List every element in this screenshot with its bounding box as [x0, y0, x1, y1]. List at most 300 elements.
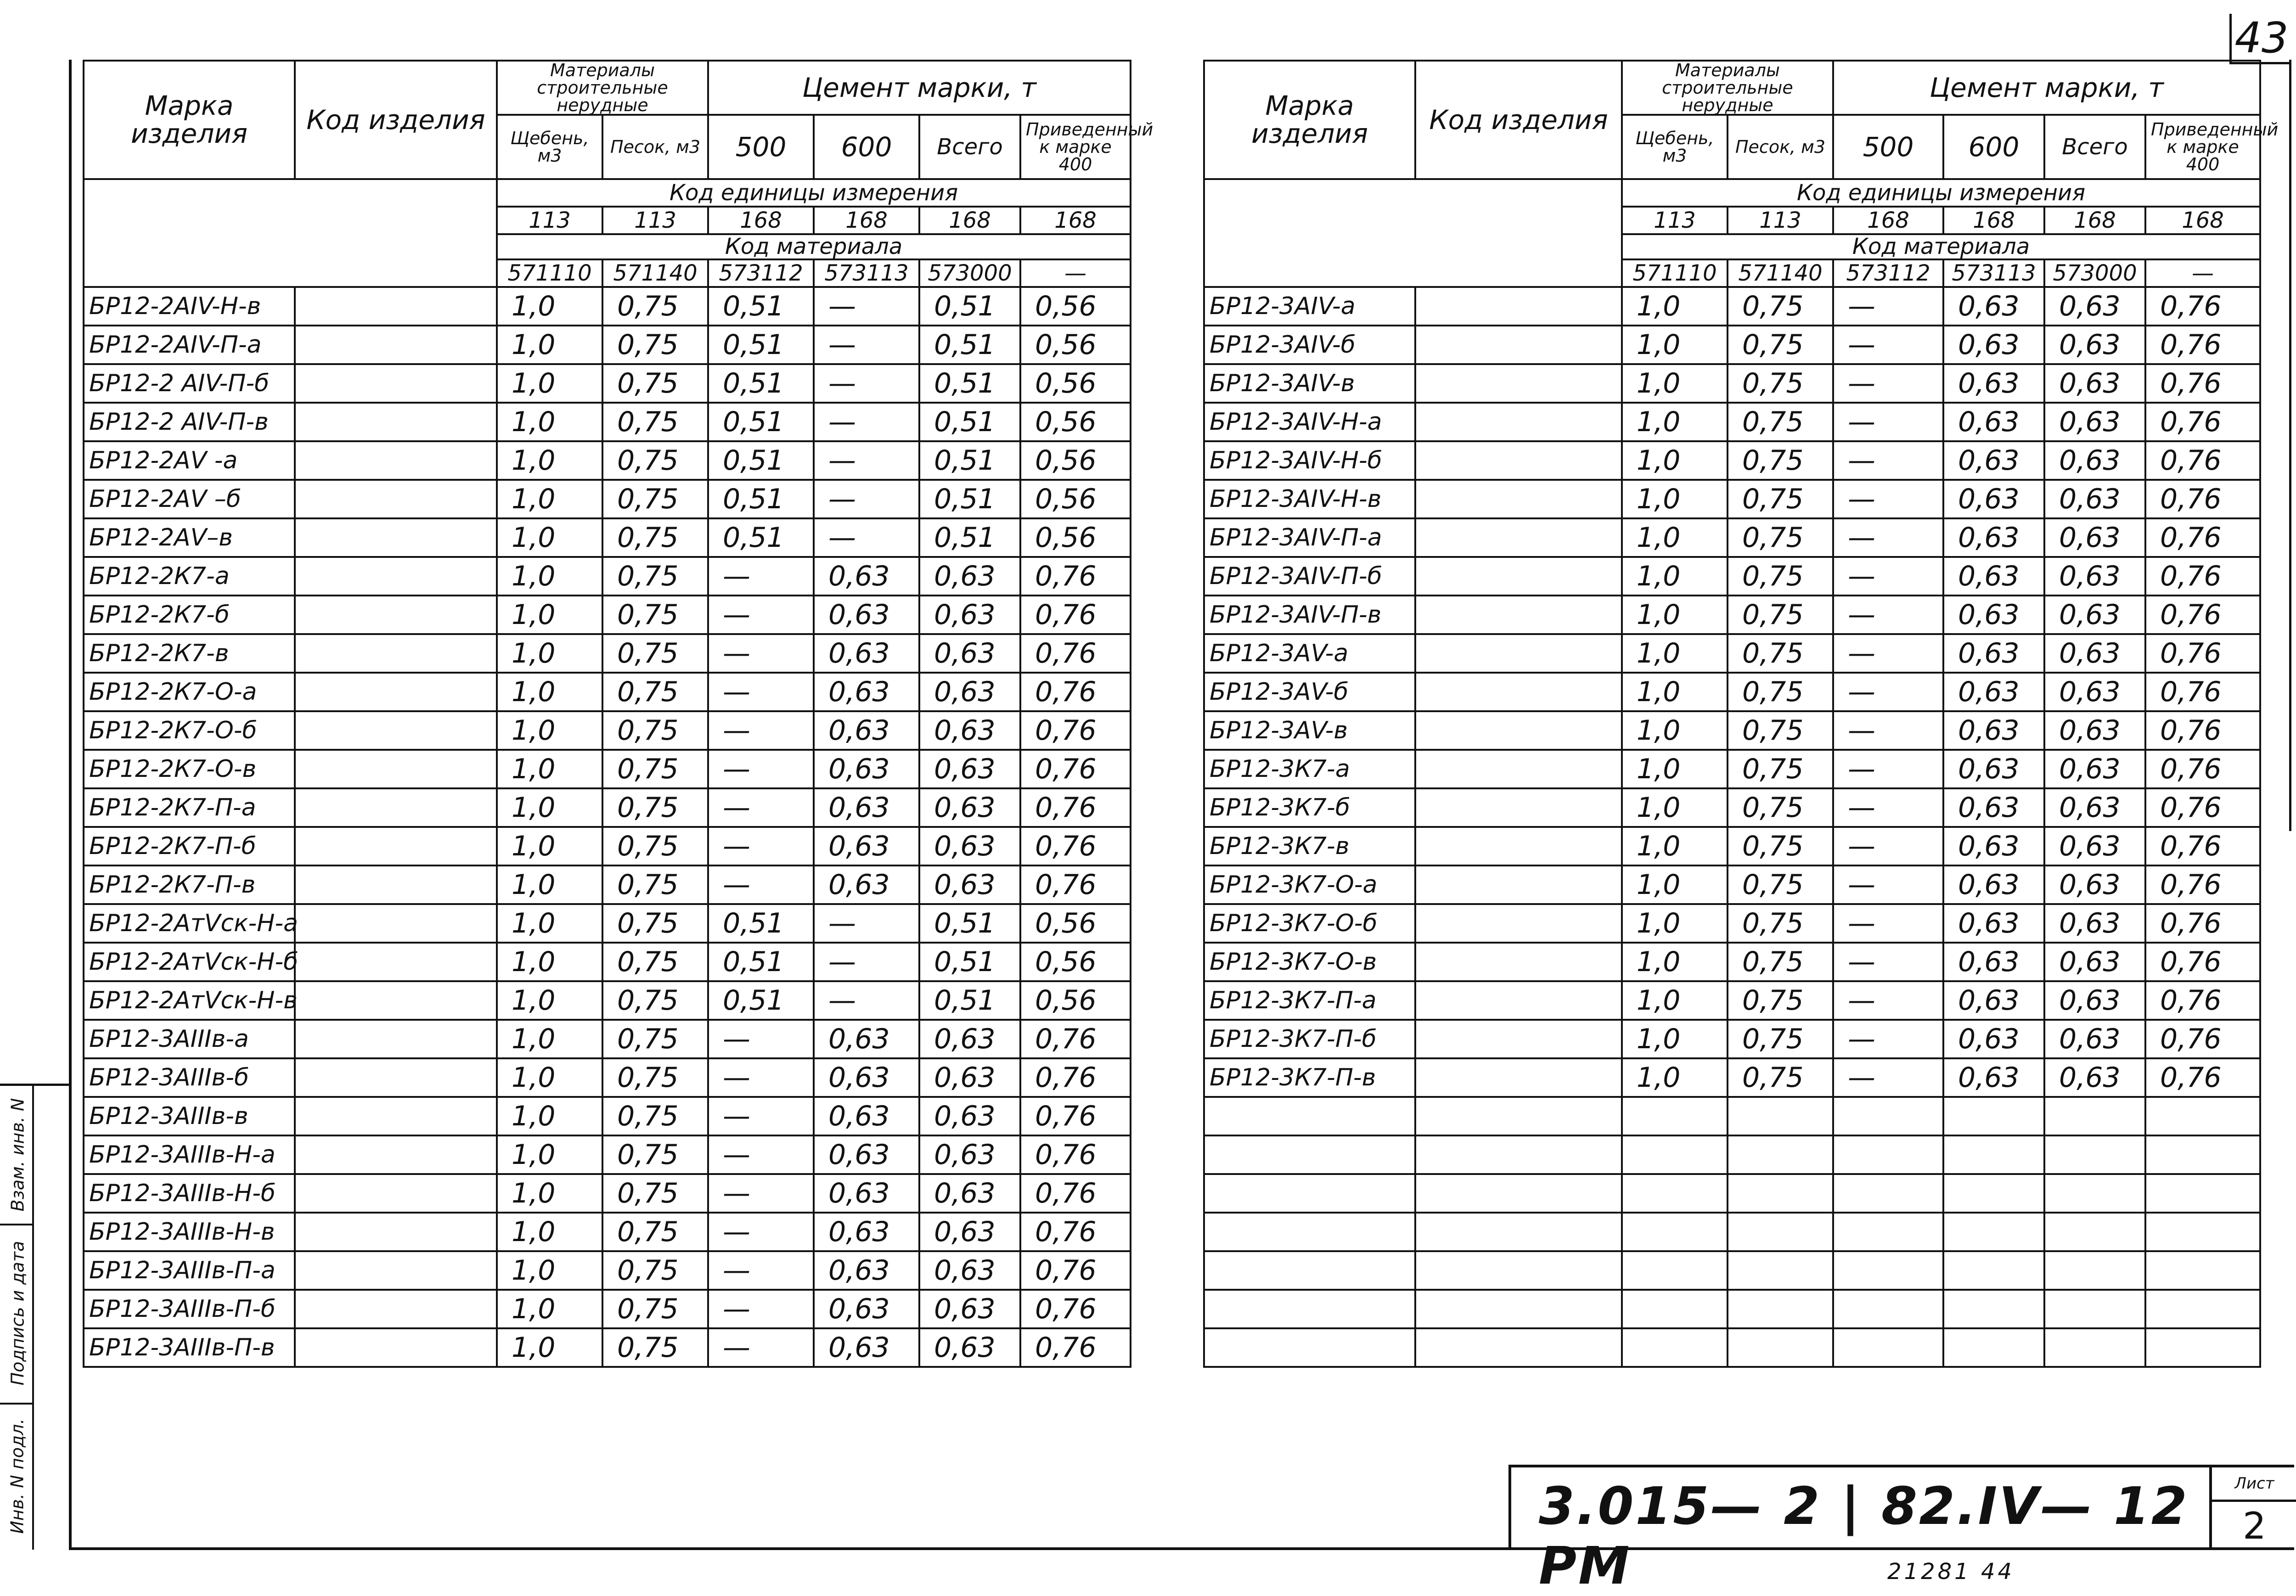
- table-row: [84, 326, 1131, 364]
- table-row: [1204, 1328, 2260, 1367]
- cement-500-cell: [1833, 1290, 1943, 1328]
- shcheben-cell: 1,0: [1622, 750, 1728, 788]
- code-cell: [1415, 287, 1622, 326]
- privedennyi-cell: 0,76: [2145, 326, 2260, 364]
- privedennyi-cell: 0,76: [1020, 827, 1131, 865]
- right-spec-table: [1203, 60, 2279, 1368]
- privedennyi-cell: 0,76: [1020, 750, 1131, 788]
- vsego-cell: 0,63: [919, 1213, 1020, 1251]
- header-shcheben: Щебень, м3: [497, 115, 602, 179]
- sheet-label: Лист: [2212, 1467, 2296, 1502]
- mark-cell: БР12-3АIV-П-в: [1204, 596, 1415, 634]
- shcheben-cell: 1,0: [497, 596, 602, 634]
- code-cell: [295, 1251, 497, 1290]
- vsego-cell: 0,63: [2044, 904, 2145, 943]
- pesok-cell: 0,75: [602, 480, 708, 518]
- vsego-cell: 0,63: [2044, 711, 2145, 750]
- cement-600-cell: 0,63: [1943, 711, 2044, 750]
- vsego-cell: 0,63: [2044, 557, 2145, 596]
- privedennyi-cell: 0,56: [1020, 326, 1131, 364]
- code-cell: [295, 287, 497, 326]
- cement-500-cell: —: [1833, 981, 1943, 1020]
- mark-cell: [1204, 1213, 1415, 1251]
- header-kod-edinicy: Код единицы измерения: [1622, 179, 2260, 207]
- mark-cell: БР12-2АтVск-Н-а: [84, 904, 295, 943]
- cement-600-cell: 0,63: [814, 1135, 919, 1174]
- vsego-cell: 0,51: [919, 904, 1020, 943]
- cement-600-cell: 0,63: [814, 557, 919, 596]
- header-500: 500: [708, 115, 814, 179]
- material-code: 571140: [1728, 259, 1833, 287]
- privedennyi-cell: 0,56: [1020, 403, 1131, 441]
- code-cell: [1415, 1020, 1622, 1058]
- material-code: —: [1020, 259, 1131, 287]
- table-row: [1204, 1213, 2260, 1251]
- header-pesok: Песок, м3: [1728, 115, 1833, 179]
- vsego-cell: 0,63: [2044, 750, 2145, 788]
- code-cell: [295, 1020, 497, 1058]
- mark-cell: БР12-3АIIIв-П-б: [84, 1290, 295, 1328]
- mark-cell: [1204, 1135, 1415, 1174]
- code-cell: [295, 441, 497, 480]
- privedennyi-cell: 0,56: [1020, 904, 1131, 943]
- vsego-cell: 0,63: [919, 1328, 1020, 1367]
- shcheben-cell: 1,0: [497, 865, 602, 904]
- privedennyi-cell: 0,76: [2145, 943, 2260, 981]
- shcheben-cell: 1,0: [497, 557, 602, 596]
- pesok-cell: 0,75: [602, 904, 708, 943]
- cement-600-cell: —: [814, 441, 919, 480]
- privedennyi-cell: 0,76: [2145, 981, 2260, 1020]
- shcheben-cell: 1,0: [1622, 596, 1728, 634]
- shcheben-cell: 1,0: [497, 788, 602, 827]
- cement-500-cell: [1833, 1174, 1943, 1213]
- cement-500-cell: 0,51: [708, 981, 814, 1020]
- cement-600-cell: 0,63: [814, 865, 919, 904]
- mark-cell: БР12-2К7-О-а: [84, 673, 295, 711]
- cement-600-cell: 0,63: [814, 634, 919, 673]
- mark-cell: БР12-3АIV-в: [1204, 364, 1415, 403]
- unit-code: 168: [1833, 207, 1943, 234]
- mark-cell: БР12-2АтVск-Н-в: [84, 981, 295, 1020]
- code-cell: [1415, 1135, 1622, 1174]
- shcheben-cell: 1,0: [1622, 673, 1728, 711]
- cement-500-cell: —: [708, 673, 814, 711]
- vsego-cell: 0,63: [2044, 1020, 2145, 1058]
- mark-cell: БР12-3АIIIв-П-а: [84, 1251, 295, 1290]
- pesok-cell: 0,75: [602, 1213, 708, 1251]
- mark-cell: БР12-2К7-П-а: [84, 788, 295, 827]
- privedennyi-cell: 0,76: [2145, 865, 2260, 904]
- material-code: 573112: [1833, 259, 1943, 287]
- pesok-cell: 0,75: [602, 943, 708, 981]
- pesok-cell: 0,75: [1728, 441, 1833, 480]
- material-code: 571110: [497, 259, 602, 287]
- cement-500-cell: —: [1833, 788, 1943, 827]
- unit-code: 168: [708, 207, 814, 234]
- code-cell: [1415, 441, 1622, 480]
- code-cell: [295, 1213, 497, 1251]
- cement-500-cell: —: [708, 865, 814, 904]
- shcheben-cell: 1,0: [497, 326, 602, 364]
- privedennyi-cell: 0,76: [1020, 673, 1131, 711]
- code-cell: [295, 596, 497, 634]
- privedennyi-cell: 0,76: [2145, 904, 2260, 943]
- code-cell: [1415, 750, 1622, 788]
- shcheben-cell: [1622, 1174, 1728, 1213]
- vsego-cell: 0,63: [2044, 827, 2145, 865]
- material-code: 573000: [2044, 259, 2145, 287]
- cement-500-cell: —: [708, 1213, 814, 1251]
- header-vsego: Всего: [2044, 115, 2145, 179]
- privedennyi-cell: 0,76: [2145, 287, 2260, 326]
- mark-cell: БР12-3АIV-Н-б: [1204, 441, 1415, 480]
- shcheben-cell: 1,0: [497, 441, 602, 480]
- mark-cell: БР12-2К7-О-б: [84, 711, 295, 750]
- shcheben-cell: 1,0: [1622, 711, 1728, 750]
- pesok-cell: 0,75: [1728, 788, 1833, 827]
- cement-600-cell: 0,63: [1943, 441, 2044, 480]
- header-marka: Марка изделия: [1204, 61, 1415, 179]
- code-cell: [1415, 403, 1622, 441]
- code-cell: [1415, 634, 1622, 673]
- cement-600-cell: 0,63: [814, 673, 919, 711]
- privedennyi-cell: [2145, 1135, 2260, 1174]
- mark-cell: БР12-2АV –б: [84, 480, 295, 518]
- pesok-cell: 0,75: [1728, 1020, 1833, 1058]
- shcheben-cell: 1,0: [1622, 518, 1728, 557]
- cement-600-cell: 0,63: [1943, 326, 2044, 364]
- mark-cell: БР12-3АV-а: [1204, 634, 1415, 673]
- code-cell: [1415, 1328, 1622, 1367]
- privedennyi-cell: 0,56: [1020, 441, 1131, 480]
- header-blank: [84, 179, 497, 287]
- header-kod-materiala: Код материала: [1622, 234, 2260, 259]
- code-cell: [1415, 326, 1622, 364]
- mark-cell: БР12-3К7-а: [1204, 750, 1415, 788]
- header-privedennyi: Приведенный к марке 400: [1020, 115, 1131, 179]
- vsego-cell: [2044, 1213, 2145, 1251]
- cement-500-cell: —: [1833, 364, 1943, 403]
- cement-600-cell: 0,63: [1943, 634, 2044, 673]
- table-row: [84, 364, 1131, 403]
- code-cell: [1415, 1290, 1622, 1328]
- header-600: 600: [814, 115, 919, 179]
- vsego-cell: 0,63: [919, 788, 1020, 827]
- pesok-cell: 0,75: [1728, 557, 1833, 596]
- material-code: 573000: [919, 259, 1020, 287]
- pesok-cell: [1728, 1213, 1833, 1251]
- pesok-cell: 0,75: [602, 711, 708, 750]
- cement-600-cell: —: [814, 981, 919, 1020]
- table-row: [84, 518, 1131, 557]
- cement-500-cell: —: [708, 1058, 814, 1097]
- code-cell: [295, 1328, 497, 1367]
- cement-600-cell: 0,63: [1943, 1020, 2044, 1058]
- privedennyi-cell: 0,76: [1020, 788, 1131, 827]
- pesok-cell: 0,75: [602, 1251, 708, 1290]
- mark-cell: БР12-3АIV-Н-а: [1204, 403, 1415, 441]
- privedennyi-cell: [2145, 1097, 2260, 1135]
- cement-600-cell: 0,63: [1943, 480, 2044, 518]
- mark-cell: БР12-2К7-П-в: [84, 865, 295, 904]
- vsego-cell: 0,63: [919, 1020, 1020, 1058]
- cement-500-cell: 0,51: [708, 904, 814, 943]
- cement-600-cell: 0,63: [1943, 1058, 2044, 1097]
- privedennyi-cell: 0,76: [2145, 750, 2260, 788]
- vsego-cell: 0,63: [919, 634, 1020, 673]
- cement-500-cell: 0,51: [708, 364, 814, 403]
- code-cell: [1415, 1058, 1622, 1097]
- mark-cell: БР12-3К7-П-б: [1204, 1020, 1415, 1058]
- mark-cell: БР12-3К7-в: [1204, 827, 1415, 865]
- header-kod-edinicy: Код единицы измерения: [497, 179, 1131, 207]
- pesok-cell: 0,75: [602, 326, 708, 364]
- code-cell: [295, 1174, 497, 1213]
- shcheben-cell: 1,0: [497, 904, 602, 943]
- code-cell: [295, 1290, 497, 1328]
- cement-600-cell: 0,63: [814, 1251, 919, 1290]
- privedennyi-cell: 0,76: [1020, 634, 1131, 673]
- material-code: —: [2145, 259, 2260, 287]
- table-row: [84, 827, 1131, 865]
- cement-500-cell: —: [708, 634, 814, 673]
- table-row: [84, 1213, 1131, 1251]
- shcheben-cell: 1,0: [1622, 287, 1728, 326]
- mark-cell: БР12-3АIIIв-П-в: [84, 1328, 295, 1367]
- cement-500-cell: —: [1833, 750, 1943, 788]
- cement-500-cell: —: [1833, 441, 1943, 480]
- table-row: [1204, 596, 2260, 634]
- table-row: [1204, 403, 2260, 441]
- vsego-cell: 0,63: [919, 673, 1020, 711]
- cement-600-cell: 0,63: [1943, 788, 2044, 827]
- vsego-cell: 0,63: [2044, 480, 2145, 518]
- vsego-cell: 0,63: [2044, 403, 2145, 441]
- privedennyi-cell: 0,76: [1020, 1213, 1131, 1251]
- privedennyi-cell: 0,76: [1020, 1097, 1131, 1135]
- shcheben-cell: 1,0: [497, 518, 602, 557]
- pesok-cell: [1728, 1328, 1833, 1367]
- cement-500-cell: —: [1833, 673, 1943, 711]
- privedennyi-cell: 0,76: [1020, 557, 1131, 596]
- privedennyi-cell: 0,56: [1020, 287, 1131, 326]
- mark-cell: БР12-3К7-П-а: [1204, 981, 1415, 1020]
- vsego-cell: 0,63: [2044, 865, 2145, 904]
- cement-500-cell: —: [1833, 518, 1943, 557]
- cement-600-cell: 0,63: [814, 1097, 919, 1135]
- table-row: [84, 1097, 1131, 1135]
- cement-600-cell: —: [814, 480, 919, 518]
- material-code: 573113: [814, 259, 919, 287]
- vsego-cell: 0,51: [919, 943, 1020, 981]
- header-kod: Код изделия: [1415, 61, 1622, 179]
- cement-500-cell: —: [1833, 711, 1943, 750]
- unit-code: 168: [1020, 207, 1131, 234]
- shcheben-cell: 1,0: [497, 981, 602, 1020]
- mark-cell: БР12-2К7-в: [84, 634, 295, 673]
- table-row: [84, 441, 1131, 480]
- shcheben-cell: 1,0: [497, 827, 602, 865]
- vsego-cell: 0,63: [919, 1135, 1020, 1174]
- shcheben-cell: 1,0: [1622, 1058, 1728, 1097]
- cement-600-cell: —: [814, 287, 919, 326]
- pesok-cell: 0,75: [602, 557, 708, 596]
- code-cell: [295, 518, 497, 557]
- shcheben-cell: [1622, 1097, 1728, 1135]
- shcheben-cell: 1,0: [1622, 904, 1728, 943]
- pesok-cell: 0,75: [1728, 634, 1833, 673]
- table-row: [1204, 1290, 2260, 1328]
- cement-500-cell: —: [708, 750, 814, 788]
- pesok-cell: 0,75: [602, 287, 708, 326]
- vsego-cell: 0,63: [2044, 673, 2145, 711]
- vsego-cell: 0,63: [2044, 788, 2145, 827]
- mark-cell: БР12-3АIIIв-Н-в: [84, 1213, 295, 1251]
- vsego-cell: 0,51: [919, 981, 1020, 1020]
- shcheben-cell: [1622, 1135, 1728, 1174]
- vsego-cell: 0,51: [919, 441, 1020, 480]
- table-row: [84, 673, 1131, 711]
- mark-cell: БР12-3К7-П-в: [1204, 1058, 1415, 1097]
- pesok-cell: 0,75: [602, 1174, 708, 1213]
- vsego-cell: 0,63: [2044, 1058, 2145, 1097]
- privedennyi-cell: 0,76: [1020, 1174, 1131, 1213]
- vsego-cell: 0,63: [2044, 326, 2145, 364]
- code-cell: [295, 673, 497, 711]
- privedennyi-cell: [2145, 1174, 2260, 1213]
- header-privedennyi: Приведенный к марке 400: [2145, 115, 2260, 179]
- pesok-cell: 0,75: [1728, 981, 1833, 1020]
- table-row: [1204, 1058, 2260, 1097]
- cement-600-cell: 0,63: [1943, 518, 2044, 557]
- cement-500-cell: —: [708, 827, 814, 865]
- shcheben-cell: 1,0: [1622, 441, 1728, 480]
- privedennyi-cell: 0,76: [2145, 441, 2260, 480]
- code-cell: [1415, 943, 1622, 981]
- page-number: 43: [2229, 14, 2291, 64]
- code-cell: [295, 634, 497, 673]
- unit-code: 113: [602, 207, 708, 234]
- table-row: [1204, 518, 2260, 557]
- mark-cell: [1204, 1174, 1415, 1213]
- shcheben-cell: 1,0: [497, 1097, 602, 1135]
- material-code: 571110: [1622, 259, 1728, 287]
- vsego-cell: 0,63: [919, 1058, 1020, 1097]
- vsego-cell: [2044, 1097, 2145, 1135]
- privedennyi-cell: 0,76: [2145, 480, 2260, 518]
- shcheben-cell: 1,0: [1622, 788, 1728, 827]
- shcheben-cell: 1,0: [497, 1058, 602, 1097]
- pesok-cell: 0,75: [1728, 943, 1833, 981]
- cement-600-cell: [1943, 1251, 2044, 1290]
- cement-600-cell: 0,63: [814, 596, 919, 634]
- code-cell: [295, 1135, 497, 1174]
- vsego-cell: 0,63: [2044, 364, 2145, 403]
- code-cell: [295, 788, 497, 827]
- mark-cell: БР12-3АIV-П-б: [1204, 557, 1415, 596]
- pesok-cell: 0,75: [1728, 287, 1833, 326]
- cement-500-cell: 0,51: [708, 326, 814, 364]
- table-row: [84, 904, 1131, 943]
- code-cell: [1415, 557, 1622, 596]
- pesok-cell: 0,75: [602, 518, 708, 557]
- table-row: [1204, 904, 2260, 943]
- code-cell: [295, 480, 497, 518]
- cement-600-cell: 0,63: [814, 788, 919, 827]
- cement-600-cell: 0,63: [1943, 287, 2044, 326]
- header-blank: [1204, 179, 1622, 287]
- pesok-cell: [1728, 1290, 1833, 1328]
- code-cell: [1415, 1213, 1622, 1251]
- privedennyi-cell: 0,56: [1020, 943, 1131, 981]
- privedennyi-cell: 0,76: [2145, 518, 2260, 557]
- pesok-cell: 0,75: [602, 827, 708, 865]
- table-row: [84, 1020, 1131, 1058]
- table-row: [84, 1135, 1131, 1174]
- mark-cell: БР12-2К7-П-б: [84, 827, 295, 865]
- mark-cell: БР12-3АIV-б: [1204, 326, 1415, 364]
- cement-600-cell: 0,63: [1943, 557, 2044, 596]
- side-binding-strip: [0, 1084, 69, 1550]
- cement-500-cell: 0,51: [708, 441, 814, 480]
- cement-500-cell: —: [1833, 326, 1943, 364]
- pesok-cell: 0,75: [602, 788, 708, 827]
- shcheben-cell: [1622, 1328, 1728, 1367]
- cement-500-cell: —: [708, 596, 814, 634]
- vsego-cell: [2044, 1328, 2145, 1367]
- pesok-cell: 0,75: [1728, 827, 1833, 865]
- shcheben-cell: 1,0: [497, 750, 602, 788]
- vsego-cell: 0,63: [919, 557, 1020, 596]
- shcheben-cell: 1,0: [1622, 557, 1728, 596]
- privedennyi-cell: 0,76: [2145, 364, 2260, 403]
- table-row: [1204, 480, 2260, 518]
- unit-code: 168: [919, 207, 1020, 234]
- vsego-cell: 0,51: [919, 287, 1020, 326]
- vsego-cell: 0,63: [2044, 981, 2145, 1020]
- pesok-cell: 0,75: [1728, 711, 1833, 750]
- cement-600-cell: 0,63: [1943, 673, 2044, 711]
- shcheben-cell: 1,0: [497, 1251, 602, 1290]
- cement-600-cell: —: [814, 518, 919, 557]
- pesok-cell: [1728, 1135, 1833, 1174]
- cement-500-cell: 0,51: [708, 287, 814, 326]
- privedennyi-cell: 0,56: [1020, 981, 1131, 1020]
- header-shcheben: Щебень, м3: [1622, 115, 1728, 179]
- cement-500-cell: —: [708, 711, 814, 750]
- table-row: [1204, 557, 2260, 596]
- cement-600-cell: 0,63: [1943, 596, 2044, 634]
- pesok-cell: 0,75: [602, 1135, 708, 1174]
- code-cell: [1415, 711, 1622, 750]
- cement-600-cell: —: [814, 904, 919, 943]
- pesok-cell: 0,75: [602, 634, 708, 673]
- header-500: 500: [1833, 115, 1943, 179]
- table-row: [1204, 1097, 2260, 1135]
- privedennyi-cell: 0,76: [1020, 1020, 1131, 1058]
- material-code: 573112: [708, 259, 814, 287]
- code-cell: [1415, 596, 1622, 634]
- table-row: [84, 1058, 1131, 1097]
- pesok-cell: 0,75: [1728, 750, 1833, 788]
- cement-600-cell: 0,63: [1943, 904, 2044, 943]
- mark-cell: БР12-3АV-б: [1204, 673, 1415, 711]
- mark-cell: БР12-2АтVск-Н-б: [84, 943, 295, 981]
- cement-500-cell: [1833, 1328, 1943, 1367]
- vsego-cell: [2044, 1135, 2145, 1174]
- vsego-cell: 0,63: [919, 1251, 1020, 1290]
